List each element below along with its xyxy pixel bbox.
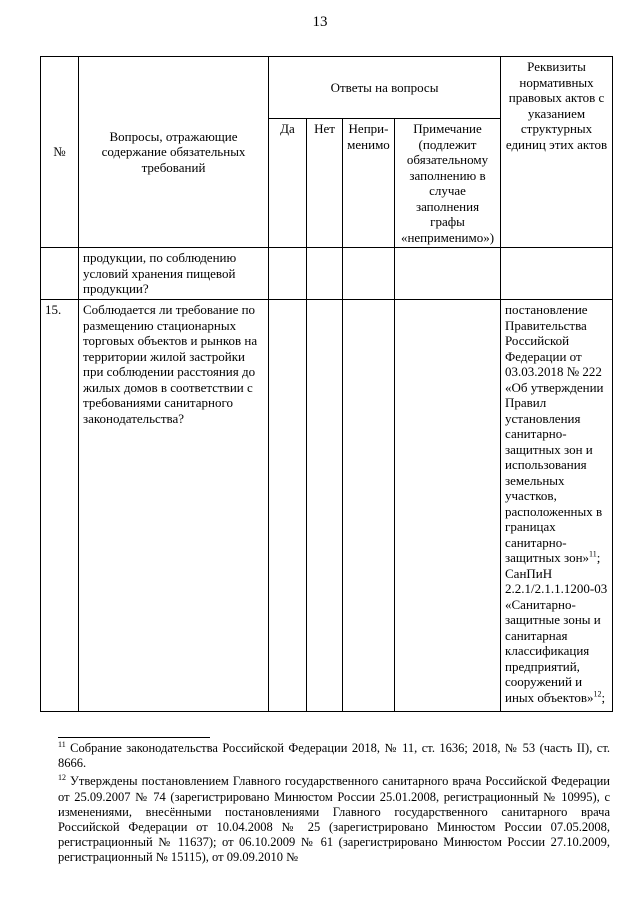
cell-no: [307, 248, 343, 300]
footnote-ref-12: 12: [593, 689, 602, 699]
requisite-sanpin: СанПиН 2.2.1/2.1.1.1200-03 «Санитарно-защитные зоны и санитарная классификация предприятий, сооружений и иных объектов»: [505, 565, 608, 705]
footnote-12-text: Утверждены постановлением Главного государственного санитарного врача Российской Федерации от 25.09.2007 № 74 (зарегистрировано Минюстом России 25.01.2008, регистрационный № 10995), с изменениями, внесёнными постановлениями Главного государственного санитарного врача Российской Федерации от 10.04.2008 № 25 (зарегистрировано Минюстом России 07.05.2008, регистрационный № 11637); от 06.10.2009 № 61 (зарегистрировано Минюстом России 27.10.2009, регистрационный № 15115), от 09.09.2010 №: [58, 774, 610, 865]
cell-yes: [269, 300, 307, 712]
cell-question: Соблюдается ли требование по размещению стационарных торговых объектов и рынков на территории жилой застройки при соблюдении расстояния до жилых домов в соответствии с требованиями санитарного законодательства?: [79, 300, 269, 712]
header-no: Нет: [307, 119, 343, 248]
separator: ;: [596, 550, 601, 565]
footnote-11-text: Собрание законодательства Российской Федерации 2018, № 11, ст. 1636; 2018, № 53 (часть II), ст. 8666.: [58, 741, 610, 771]
footnotes: [58, 741, 610, 869]
footnote-12: [58, 774, 610, 865]
footnote-divider: [58, 737, 210, 738]
cell-not-applicable: [343, 300, 395, 712]
cell-note: [395, 248, 501, 300]
header-answers: Ответы на вопросы: [269, 57, 501, 119]
requirements-table: [40, 56, 613, 712]
cell-num-empty: [41, 248, 79, 300]
footnote-mark-11: 11: [58, 739, 66, 749]
requisite-government-decree: постановление Правительства Российской Федерации от 03.03.2018 № 222 «Об утверждении Правил установления санитарно-защитных зон и использования земельных участков, расположенных в границах санитарно-защитных зон»: [505, 302, 604, 565]
cell-no: [307, 300, 343, 712]
cell-requisites: [501, 248, 613, 300]
footnote-ref-11: 11: [589, 549, 597, 559]
header-not-applicable: Непри-менимо: [343, 119, 395, 248]
cell-not-applicable: [343, 248, 395, 300]
cell-requisites: [501, 300, 613, 712]
header-questions: Вопросы, отражающие содержание обязательных требований: [79, 57, 269, 248]
table-row: [41, 300, 613, 712]
header-note: Примечание (подлежит обязательному заполнению в случае заполнения графы «неприменимо»): [395, 119, 501, 248]
header-num: №: [41, 57, 79, 248]
page-number: 13: [312, 14, 328, 30]
cell-yes: [269, 248, 307, 300]
footnote-mark-12: 12: [58, 773, 66, 783]
cell-num: 15.: [41, 300, 79, 712]
header-requisites: Реквизиты нормативных правовых актов с указанием структурных единиц этих актов: [501, 57, 613, 248]
cell-note: [395, 300, 501, 712]
cell-question-continuation: продукции, по соблюдению условий хранения пищевой продукции?: [79, 248, 269, 300]
table-row: [41, 248, 613, 300]
footnote-11: [58, 741, 610, 771]
header-yes: Да: [269, 119, 307, 248]
separator: ;: [601, 689, 606, 705]
